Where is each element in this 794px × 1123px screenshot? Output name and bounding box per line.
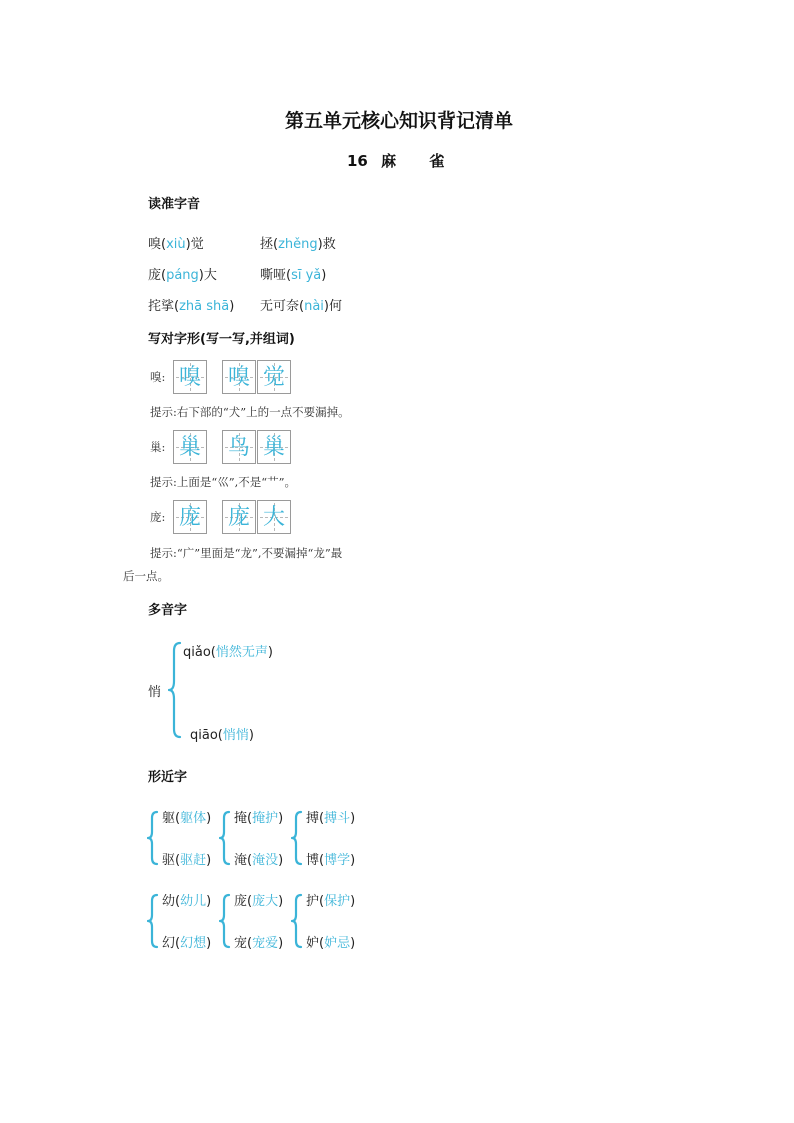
pinyin: zhěng bbox=[278, 237, 318, 252]
item-text: )何 bbox=[323, 299, 342, 314]
pinyin: nài bbox=[304, 299, 324, 314]
section-polyphone-heading: 多音字 bbox=[148, 603, 188, 618]
similar-word: 宠爱 bbox=[252, 936, 279, 951]
writing-tip: 后一点。 bbox=[123, 569, 169, 583]
pronunciation-item bbox=[148, 295, 234, 314]
brace-icon bbox=[219, 893, 231, 949]
similar-char: 搏 bbox=[306, 811, 320, 826]
reading-pinyin: qiāo bbox=[190, 728, 218, 743]
pronunciation-item bbox=[260, 264, 326, 283]
practice-char: 庞 bbox=[178, 505, 201, 530]
similar-item: 掩(掩护) bbox=[234, 811, 284, 826]
similar-item: 幻(幻想) bbox=[162, 936, 212, 951]
writing-tip: 提示:上面是“巛”,不是“艹”。 bbox=[150, 475, 297, 489]
pronunciation-item bbox=[148, 233, 204, 252]
brace-icon bbox=[147, 893, 159, 949]
pinyin: páng bbox=[166, 268, 199, 283]
pinyin: zhā shā bbox=[179, 299, 230, 314]
item-text: ) bbox=[321, 268, 327, 283]
similar-word: 幻想 bbox=[180, 936, 207, 951]
similar-char: 淹 bbox=[234, 853, 248, 868]
word-char: 巢 bbox=[262, 435, 285, 460]
lesson-number: 16 bbox=[347, 152, 368, 170]
similar-char: 庞 bbox=[234, 894, 248, 909]
similar-char: 护 bbox=[306, 894, 320, 909]
pronunciation-item bbox=[260, 233, 336, 252]
polyphone-char: 悄 bbox=[148, 685, 162, 700]
lesson-title bbox=[347, 150, 444, 171]
similar-char: 宠 bbox=[234, 936, 248, 951]
brace-icon bbox=[291, 893, 303, 949]
similar-word: 躯体 bbox=[180, 811, 207, 826]
word-box bbox=[222, 430, 256, 464]
similar-item: 躯(躯体) bbox=[162, 811, 212, 826]
item-text: 嘶哑( bbox=[260, 268, 292, 283]
page-title: 第五单元核心知识背记清单 bbox=[285, 110, 514, 132]
item-text: 嗅( bbox=[148, 237, 167, 252]
practice-char: 巢 bbox=[178, 435, 201, 460]
item-text: 挓挲( bbox=[148, 299, 180, 314]
word-char: 大 bbox=[262, 505, 285, 530]
practice-box bbox=[173, 500, 207, 534]
similar-word: 掩护 bbox=[252, 811, 279, 826]
section-writing-heading: 写对字形(写一写,并组词) bbox=[148, 332, 295, 347]
writing-label: 嗅: bbox=[150, 370, 166, 384]
word-box bbox=[257, 500, 291, 534]
item-text: 拯( bbox=[260, 237, 279, 252]
practice-char: 嗅 bbox=[178, 365, 201, 390]
similar-item: 驱(驱赶) bbox=[162, 853, 212, 868]
similar-char: 妒 bbox=[306, 936, 320, 951]
lesson-name-a: 麻 bbox=[381, 152, 397, 170]
word-char: 觉 bbox=[262, 365, 285, 390]
similar-word: 博学 bbox=[324, 853, 351, 868]
writing-label: 巢: bbox=[150, 440, 166, 454]
similar-item: 妒(妒忌) bbox=[306, 936, 356, 951]
reading-pinyin: qiǎo bbox=[183, 645, 211, 660]
word-char: 嗅 bbox=[227, 365, 250, 390]
writing-label: 庞: bbox=[150, 510, 166, 524]
word-box bbox=[257, 360, 291, 394]
pinyin: xiù bbox=[166, 237, 186, 252]
similar-word: 妒忌 bbox=[324, 936, 351, 951]
similar-word: 幼儿 bbox=[180, 894, 207, 909]
polyphone-reading: qiāo(悄悄) bbox=[190, 728, 254, 743]
similar-word: 保护 bbox=[324, 894, 351, 909]
word-box bbox=[222, 500, 256, 534]
section-similar-heading: 形近字 bbox=[148, 770, 188, 785]
item-text: 庞( bbox=[148, 268, 167, 283]
word-char: 鸟 bbox=[227, 435, 250, 460]
similar-item: 宠(宠爱) bbox=[234, 936, 284, 951]
similar-item: 淹(淹没) bbox=[234, 853, 284, 868]
similar-char: 躯 bbox=[162, 811, 176, 826]
similar-word: 搏斗 bbox=[324, 811, 351, 826]
reading-word: 悄悄 bbox=[222, 728, 249, 743]
writing-tip: 提示:“广”里面是“龙”,不要漏掉“龙”最 bbox=[150, 546, 343, 560]
item-text: 无可奈( bbox=[260, 299, 305, 314]
item-text: ) bbox=[229, 299, 235, 314]
writing-tip: 提示:右下部的“犬”上的一点不要漏掉。 bbox=[150, 405, 350, 419]
similar-word: 庞大 bbox=[252, 894, 279, 909]
item-text: )觉 bbox=[185, 237, 204, 252]
similar-item: 护(保护) bbox=[306, 894, 356, 909]
lesson-name-b: 雀 bbox=[429, 152, 445, 170]
similar-word: 驱赶 bbox=[180, 853, 207, 868]
similar-item: 博(博学) bbox=[306, 853, 356, 868]
similar-char: 掩 bbox=[234, 811, 248, 826]
section-pronunciation-heading: 读准字音 bbox=[148, 197, 201, 212]
similar-char: 驱 bbox=[162, 853, 176, 868]
item-text: )救 bbox=[317, 237, 336, 252]
similar-char: 幻 bbox=[162, 936, 176, 951]
similar-char: 幼 bbox=[162, 894, 176, 909]
similar-char: 博 bbox=[306, 853, 320, 868]
brace-icon bbox=[168, 641, 182, 739]
word-box bbox=[257, 430, 291, 464]
practice-box bbox=[173, 360, 207, 394]
pinyin: sī yǎ bbox=[291, 268, 322, 283]
reading-word: 悄然无声 bbox=[215, 645, 268, 660]
similar-item: 搏(搏斗) bbox=[306, 811, 356, 826]
word-char: 庞 bbox=[227, 505, 250, 530]
similar-word: 淹没 bbox=[252, 853, 279, 868]
similar-item: 幼(幼儿) bbox=[162, 894, 212, 909]
item-text: )大 bbox=[198, 268, 217, 283]
word-box bbox=[222, 360, 256, 394]
brace-icon bbox=[219, 810, 231, 866]
pronunciation-item bbox=[260, 295, 342, 314]
polyphone-reading: qiǎo(悄然无声) bbox=[183, 645, 273, 660]
pronunciation-item bbox=[148, 264, 217, 283]
similar-item: 庞(庞大) bbox=[234, 894, 284, 909]
brace-icon bbox=[147, 810, 159, 866]
practice-box bbox=[173, 430, 207, 464]
brace-icon bbox=[291, 810, 303, 866]
